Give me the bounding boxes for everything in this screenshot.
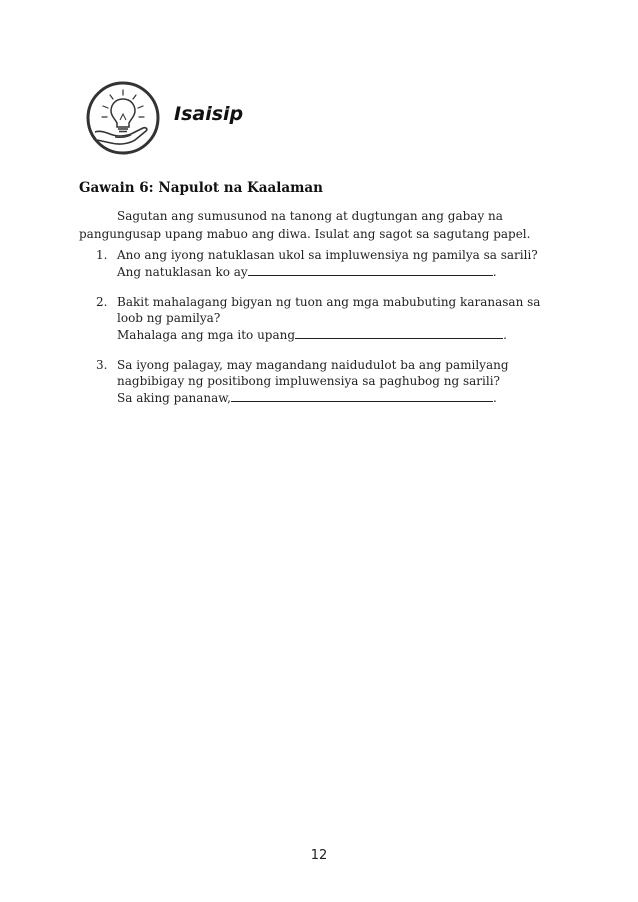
answer-prompt: Sa aking pananaw,	[117, 391, 231, 405]
question-list	[90, 247, 570, 420]
answer-end: .	[503, 328, 507, 342]
answer-line	[117, 326, 570, 343]
activity-title: Gawain 6: Napulot na Kaalaman	[79, 180, 323, 196]
question-text: Sa iyong palagay, may magandang naidudulot ba ang pamilyang nagbibigay ng positibong impluwensiya sa paghubog ng sarili?	[117, 358, 509, 388]
question-number: 2.	[96, 295, 108, 309]
question-number: 3.	[96, 358, 108, 372]
activity-instructions: Sagutan ang sumusunod na tanong at dugtungan ang gabay na pangungusap upang mabuo ang diwa. Isulat ang sagot sa sagutang papel.	[79, 209, 531, 241]
answer-blank[interactable]	[248, 263, 493, 276]
question-text: Ano ang iyong natuklasan ukol sa impluwensiya ng pamilya sa sarili?	[117, 248, 538, 262]
answer-blank[interactable]	[295, 326, 503, 339]
answer-prompt: Mahalaga ang mga ito upang	[117, 328, 296, 342]
question-text: Bakit mahalagang bigyan ng tuon ang mga mabubuting karanasan sa loob ng pamilya?	[117, 295, 541, 325]
answer-line	[117, 389, 570, 406]
question-number: 1.	[96, 248, 108, 262]
answer-prompt: Ang natuklasan ko ay	[117, 265, 248, 279]
section-title: Isaisip	[174, 103, 244, 125]
question-item	[90, 294, 570, 343]
question-item	[90, 247, 570, 280]
answer-blank[interactable]	[231, 389, 493, 402]
answer-end: .	[492, 265, 497, 279]
page-number: 12	[310, 848, 328, 863]
question-item	[90, 357, 570, 406]
answer-end: .	[492, 391, 497, 405]
answer-line	[117, 263, 570, 280]
lightbulb-hand-icon	[85, 80, 161, 156]
